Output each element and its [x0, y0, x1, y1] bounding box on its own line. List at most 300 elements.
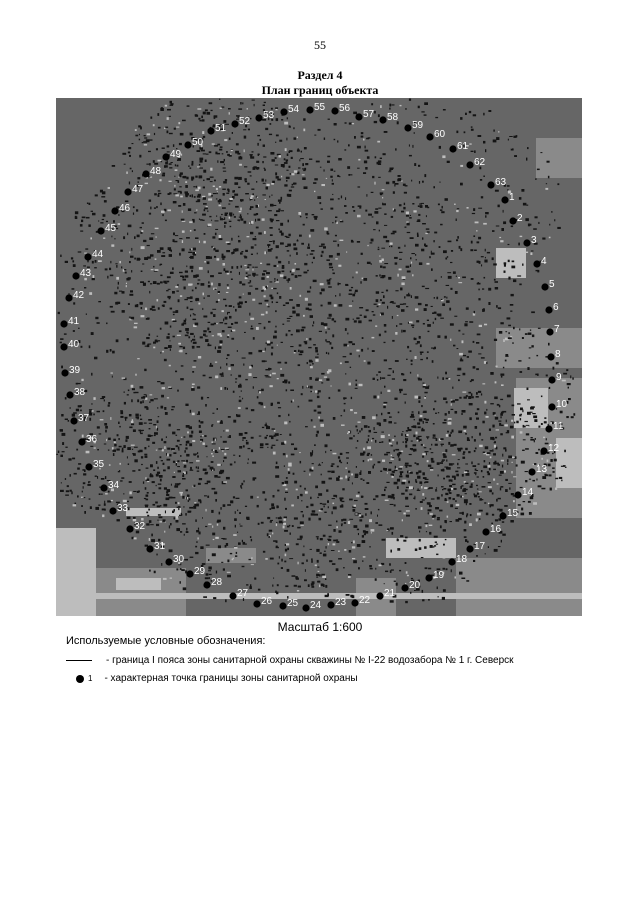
- texture-speck: [384, 225, 387, 226]
- texture-speck: [238, 240, 240, 242]
- texture-speck: [256, 205, 259, 208]
- texture-speck: [367, 453, 370, 455]
- texture-speck: [412, 327, 414, 328]
- texture-speck: [336, 222, 338, 224]
- texture-speck: [475, 426, 478, 429]
- texture-speck: [503, 367, 504, 369]
- texture-speck: [441, 469, 445, 471]
- texture-speck: [471, 393, 473, 396]
- texture-speck: [384, 324, 387, 327]
- texture-speck: [166, 290, 169, 291]
- texture-speck: [184, 534, 185, 536]
- texture-speck: [302, 327, 306, 329]
- texture-speck: [216, 571, 217, 574]
- texture-speck: [335, 258, 338, 259]
- texture-speck: [411, 441, 413, 442]
- texture-speck: [157, 467, 159, 469]
- texture-speck: [360, 281, 361, 284]
- texture-speck: [362, 278, 364, 280]
- texture-speck: [346, 594, 350, 596]
- texture-speck: [185, 335, 189, 337]
- texture-speck: [542, 476, 546, 479]
- texture-speck: [277, 490, 279, 492]
- texture-speck: [511, 436, 514, 439]
- texture-speck: [195, 552, 198, 554]
- texture-speck: [381, 413, 382, 415]
- texture-speck: [458, 431, 462, 434]
- texture-speck: [60, 490, 64, 492]
- texture-speck: [285, 508, 287, 510]
- texture-speck: [355, 426, 357, 428]
- texture-speck: [125, 439, 127, 442]
- texture-speck: [202, 517, 203, 518]
- texture-speck: [451, 250, 453, 252]
- texture-speck: [255, 219, 256, 222]
- texture-speck: [407, 346, 409, 348]
- texture-speck: [351, 287, 353, 288]
- texture-speck: [360, 478, 362, 480]
- boundary-point: [229, 592, 236, 599]
- texture-speck: [194, 196, 196, 198]
- texture-speck: [245, 277, 248, 279]
- texture-speck: [243, 129, 246, 130]
- texture-speck: [177, 390, 179, 392]
- texture-speck: [159, 179, 161, 181]
- texture-speck: [371, 532, 372, 533]
- texture-speck: [306, 217, 308, 218]
- texture-speck: [451, 400, 453, 401]
- texture-speck: [200, 436, 201, 437]
- texture-speck: [328, 506, 329, 508]
- texture-speck: [405, 497, 408, 500]
- texture-speck: [465, 493, 467, 494]
- texture-speck: [129, 251, 130, 253]
- texture-speck: [160, 521, 163, 522]
- texture-speck: [511, 420, 513, 422]
- texture-speck: [158, 514, 161, 516]
- texture-speck: [375, 156, 377, 158]
- texture-speck: [207, 328, 209, 331]
- texture-speck: [288, 330, 290, 332]
- texture-speck: [229, 217, 231, 219]
- texture-speck: [277, 402, 280, 404]
- texture-speck: [276, 505, 278, 508]
- texture-speck: [241, 390, 242, 391]
- texture-speck: [518, 360, 521, 361]
- boundary-point: [528, 468, 535, 475]
- texture-speck: [384, 263, 388, 264]
- texture-speck: [485, 257, 486, 258]
- texture-speck: [114, 292, 117, 295]
- texture-speck: [168, 345, 172, 348]
- texture-speck: [264, 406, 266, 408]
- texture-speck: [481, 256, 484, 257]
- texture-speck: [535, 438, 536, 440]
- texture-speck: [271, 347, 273, 349]
- texture-speck: [144, 454, 147, 456]
- texture-speck: [344, 409, 346, 411]
- texture-speck: [519, 284, 521, 286]
- texture-speck: [190, 410, 191, 413]
- texture-speck: [175, 286, 178, 288]
- texture-speck: [375, 495, 378, 497]
- texture-speck: [261, 522, 264, 524]
- texture-speck: [155, 269, 159, 271]
- texture-speck: [354, 500, 358, 501]
- texture-speck: [238, 236, 239, 238]
- texture-speck: [482, 421, 484, 424]
- texture-speck: [60, 429, 63, 430]
- texture-speck: [494, 339, 497, 341]
- texture-speck: [279, 140, 282, 142]
- texture-speck: [413, 210, 416, 212]
- texture-speck: [199, 425, 201, 428]
- texture-speck: [104, 399, 105, 401]
- texture-speck: [508, 139, 509, 141]
- texture-speck: [401, 283, 404, 286]
- texture-speck: [292, 307, 295, 309]
- texture-speck: [372, 337, 375, 339]
- texture-speck: [353, 210, 355, 212]
- texture-speck: [175, 235, 178, 236]
- texture-speck: [484, 401, 486, 404]
- texture-speck: [511, 462, 513, 463]
- texture-speck: [73, 412, 77, 413]
- texture-speck: [319, 331, 322, 332]
- texture-speck: [444, 499, 447, 501]
- texture-speck: [388, 469, 391, 471]
- texture-speck: [178, 299, 180, 302]
- texture-speck: [262, 360, 266, 362]
- boundary-point-label: 59: [412, 120, 424, 131]
- texture-speck: [329, 263, 332, 266]
- texture-speck: [268, 306, 270, 307]
- texture-speck: [164, 441, 167, 443]
- texture-speck: [345, 197, 346, 200]
- texture-speck: [335, 295, 336, 297]
- texture-speck: [336, 539, 338, 541]
- texture-speck: [95, 507, 99, 510]
- texture-speck: [327, 371, 330, 374]
- texture-speck: [186, 441, 190, 444]
- texture-speck: [179, 346, 182, 347]
- texture-speck: [65, 447, 67, 448]
- texture-speck: [373, 499, 376, 501]
- texture-speck: [394, 184, 395, 186]
- texture-speck: [141, 271, 143, 273]
- texture-speck: [405, 402, 406, 404]
- texture-speck: [465, 321, 468, 322]
- texture-speck: [304, 579, 307, 581]
- texture-speck: [251, 195, 254, 197]
- texture-speck: [268, 210, 272, 211]
- texture-speck: [492, 425, 494, 428]
- texture-speck: [95, 476, 97, 477]
- texture-speck: [97, 426, 100, 428]
- texture-speck: [227, 336, 229, 338]
- texture-speck: [133, 453, 136, 456]
- texture-speck: [403, 441, 404, 442]
- texture-speck: [225, 448, 229, 449]
- texture-speck: [428, 465, 431, 467]
- texture-speck: [349, 519, 353, 520]
- texture-speck: [272, 373, 276, 375]
- texture-speck: [263, 551, 265, 553]
- texture-speck: [195, 176, 197, 178]
- texture-speck: [193, 342, 197, 344]
- texture-speck: [437, 377, 438, 379]
- texture-speck: [458, 459, 460, 460]
- texture-speck: [231, 266, 233, 269]
- texture-speck: [213, 449, 215, 451]
- texture-speck: [186, 531, 189, 533]
- texture-speck: [163, 463, 165, 465]
- texture-speck: [339, 530, 342, 533]
- texture-speck: [447, 272, 451, 273]
- texture-speck: [223, 193, 225, 196]
- texture-speck: [499, 475, 502, 476]
- texture-speck: [284, 530, 288, 532]
- texture-speck: [356, 384, 358, 386]
- texture-speck: [388, 434, 390, 436]
- texture-speck: [134, 447, 138, 448]
- texture-speck: [118, 282, 119, 285]
- texture-speck: [162, 351, 164, 353]
- texture-speck: [501, 425, 504, 426]
- texture-speck: [269, 134, 272, 135]
- texture-speck: [154, 133, 155, 135]
- texture-speck: [122, 450, 124, 453]
- texture-speck: [275, 326, 276, 328]
- texture-speck: [256, 181, 257, 183]
- texture-speck: [538, 449, 540, 451]
- texture-speck: [169, 298, 171, 300]
- texture-speck: [455, 291, 458, 294]
- texture-speck: [90, 446, 93, 447]
- texture-speck: [278, 200, 282, 202]
- texture-speck: [175, 164, 176, 166]
- texture-speck: [520, 418, 521, 420]
- texture-speck: [310, 286, 311, 288]
- texture-speck: [272, 532, 273, 534]
- texture-speck: [269, 196, 270, 198]
- texture-speck: [111, 373, 113, 374]
- texture-speck: [270, 521, 272, 523]
- texture-speck: [270, 281, 273, 282]
- texture-speck: [532, 335, 534, 338]
- texture-speck: [316, 577, 318, 578]
- texture-speck: [380, 471, 382, 473]
- texture-speck: [508, 332, 509, 334]
- texture-speck: [392, 378, 395, 379]
- texture-speck: [391, 458, 394, 460]
- texture-speck: [474, 150, 476, 153]
- texture-speck: [168, 333, 170, 335]
- texture-speck: [144, 369, 146, 371]
- texture-speck: [208, 567, 211, 570]
- texture-speck: [136, 417, 140, 419]
- texture-speck: [340, 498, 343, 499]
- texture-speck: [525, 480, 527, 482]
- texture-speck: [145, 183, 148, 184]
- texture-speck: [309, 338, 311, 341]
- texture-speck: [210, 275, 214, 277]
- texture-speck: [316, 549, 319, 552]
- texture-speck: [291, 334, 293, 336]
- texture-speck: [470, 249, 473, 251]
- texture-speck: [383, 404, 386, 405]
- texture-speck: [132, 449, 133, 450]
- texture-speck: [379, 256, 380, 257]
- texture-speck: [84, 511, 86, 514]
- texture-speck: [507, 395, 511, 398]
- texture-speck: [543, 437, 545, 438]
- texture-speck: [288, 234, 290, 237]
- texture-speck: [473, 366, 476, 368]
- texture-speck: [411, 253, 415, 254]
- texture-speck: [488, 110, 491, 112]
- texture-speck: [405, 185, 408, 186]
- texture-speck: [193, 186, 195, 187]
- texture-speck: [127, 517, 131, 519]
- texture-speck: [418, 378, 422, 380]
- texture-speck: [483, 223, 487, 225]
- texture-speck: [245, 321, 247, 322]
- texture-speck: [435, 117, 438, 118]
- texture-speck: [531, 406, 535, 408]
- texture-speck: [426, 525, 428, 527]
- texture-speck: [277, 271, 280, 274]
- texture-speck: [435, 280, 438, 282]
- texture-speck: [366, 482, 369, 484]
- texture-speck: [509, 487, 510, 489]
- texture-speck: [447, 431, 449, 433]
- texture-speck: [340, 240, 344, 241]
- texture-speck: [418, 526, 422, 528]
- texture-speck: [425, 288, 429, 289]
- texture-speck: [550, 488, 552, 491]
- texture-speck: [376, 559, 377, 561]
- texture-speck: [394, 436, 395, 438]
- texture-speck: [185, 353, 187, 354]
- texture-speck: [397, 274, 398, 277]
- texture-speck: [184, 450, 186, 453]
- texture-speck: [317, 354, 319, 355]
- texture-speck: [205, 526, 207, 527]
- texture-speck: [127, 447, 131, 450]
- texture-speck: [522, 337, 524, 339]
- texture-speck: [242, 284, 245, 286]
- texture-speck: [358, 320, 361, 323]
- texture-speck: [237, 303, 239, 306]
- texture-speck: [299, 235, 302, 237]
- texture-speck: [463, 355, 466, 356]
- texture-speck: [252, 267, 254, 268]
- texture-speck: [422, 237, 423, 239]
- boundary-point-label: 9: [556, 372, 562, 383]
- texture-speck: [318, 581, 321, 583]
- texture-speck: [222, 258, 224, 260]
- texture-speck: [290, 533, 291, 535]
- texture-speck: [61, 414, 63, 417]
- texture-speck: [276, 592, 278, 595]
- texture-speck: [376, 221, 379, 224]
- texture-speck: [271, 507, 275, 510]
- texture-speck: [525, 421, 528, 422]
- texture-speck: [288, 463, 292, 466]
- texture-speck: [367, 454, 369, 456]
- texture-speck: [438, 596, 439, 598]
- texture-speck: [297, 496, 299, 499]
- texture-speck: [152, 309, 156, 311]
- texture-speck: [311, 250, 314, 252]
- texture-speck: [224, 164, 225, 166]
- texture-speck: [535, 374, 538, 376]
- texture-speck: [169, 525, 170, 528]
- texture-speck: [326, 434, 330, 437]
- texture-speck: [209, 102, 213, 104]
- texture-speck: [226, 250, 230, 252]
- texture-speck: [409, 217, 412, 219]
- texture-speck: [295, 263, 297, 265]
- boundary-point: [540, 447, 547, 454]
- texture-speck: [82, 435, 84, 438]
- texture-speck: [432, 360, 434, 363]
- texture-speck: [168, 289, 171, 290]
- texture-speck: [248, 264, 252, 265]
- texture-speck: [203, 197, 207, 200]
- texture-speck: [502, 454, 503, 457]
- texture-speck: [237, 153, 240, 155]
- texture-speck: [228, 416, 231, 418]
- texture-speck: [416, 472, 419, 474]
- texture-speck: [89, 345, 91, 348]
- texture-speck: [144, 447, 146, 449]
- boundary-point-label: 62: [474, 157, 486, 168]
- texture-speck: [504, 271, 506, 273]
- texture-speck: [202, 119, 205, 121]
- texture-speck: [174, 185, 175, 187]
- boundary-point: [501, 196, 508, 203]
- texture-speck: [386, 182, 389, 185]
- texture-speck: [84, 287, 86, 289]
- texture-speck: [417, 490, 421, 491]
- texture-speck: [520, 414, 522, 415]
- texture-speck: [492, 514, 494, 516]
- texture-speck: [300, 521, 304, 524]
- texture-speck: [127, 456, 128, 458]
- texture-speck: [282, 324, 284, 325]
- texture-speck: [250, 584, 251, 587]
- texture-speck: [208, 559, 209, 561]
- texture-speck: [216, 198, 218, 199]
- texture-speck: [505, 489, 508, 492]
- texture-speck: [60, 338, 63, 340]
- texture-speck: [280, 434, 282, 435]
- texture-speck: [568, 398, 571, 400]
- texture-speck: [424, 244, 426, 247]
- texture-speck: [280, 368, 281, 370]
- boundary-point-label: 20: [409, 580, 421, 591]
- texture-speck: [265, 443, 268, 445]
- texture-speck: [463, 426, 467, 429]
- texture-speck: [468, 392, 471, 394]
- texture-speck: [210, 312, 212, 314]
- texture-speck: [129, 182, 130, 185]
- texture-speck: [181, 460, 185, 461]
- texture-speck: [285, 544, 286, 546]
- texture-speck: [177, 460, 179, 462]
